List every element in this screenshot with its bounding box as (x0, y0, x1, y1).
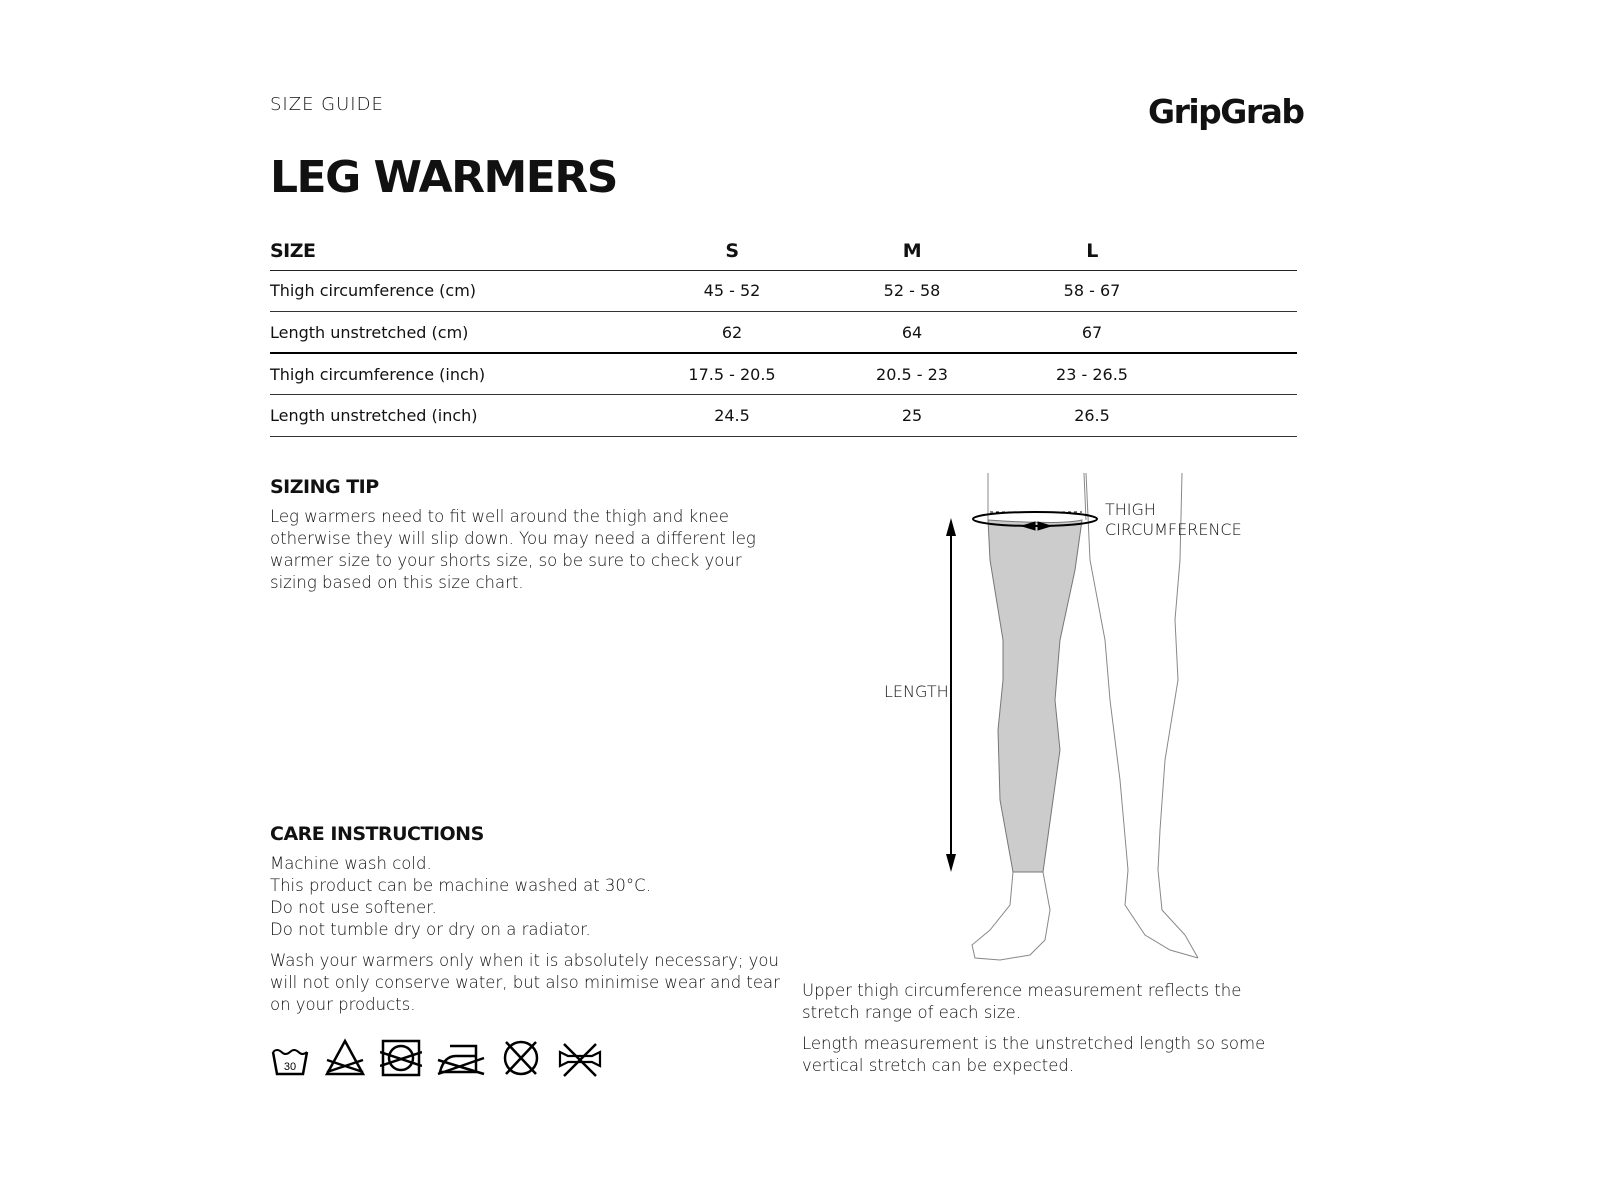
cell: 62 (642, 312, 822, 354)
note-length: Length measurement is the unstretched length so some vertical stretch can be expected. (802, 1034, 1266, 1075)
cell: 52 - 58 (822, 270, 1002, 312)
cell: 23 - 26.5 (1002, 353, 1182, 395)
care-line: Do not tumble dry or dry on a radiator. (270, 920, 591, 939)
header-s: S (642, 233, 822, 270)
cell: 67 (1002, 312, 1182, 354)
brand-logo: GripGrab (1148, 92, 1304, 131)
note-thigh: Upper thigh circumference measurement reflects the stretch range of each size. (802, 981, 1242, 1022)
care-line: Machine wash cold. (270, 854, 432, 873)
row-label: Thigh circumference (cm) (270, 270, 642, 312)
header-size: SIZE (270, 233, 642, 270)
thigh-label: THIGH (1105, 500, 1156, 519)
cell: 64 (822, 312, 1002, 354)
cell: 20.5 - 23 (822, 353, 1002, 395)
circumference-label: CIRCUMFERENCE (1105, 520, 1242, 539)
left-foot (972, 872, 1050, 960)
right-leg (1086, 473, 1198, 958)
header-l: L (1002, 233, 1182, 270)
care-line: This product can be machine washed at 30°C. (270, 876, 651, 895)
cell: 17.5 - 20.5 (642, 353, 822, 395)
cell: 26.5 (1002, 395, 1182, 437)
sizing-tip-heading: SIZING TIP (270, 476, 379, 498)
care-heading: CARE INSTRUCTIONS (270, 823, 484, 845)
cell: 58 - 67 (1002, 270, 1182, 312)
length-label: LENGTH (884, 682, 949, 701)
care-line: Do not use softener. (270, 898, 437, 917)
svg-text:30: 30 (283, 1061, 297, 1073)
cell: 24.5 (642, 395, 822, 437)
cell: 45 - 52 (642, 270, 822, 312)
row-label: Length unstretched (inch) (270, 395, 642, 437)
header-m: M (822, 233, 1002, 270)
page-title: LEG WARMERS (270, 152, 617, 203)
row-label: Thigh circumference (inch) (270, 353, 642, 395)
left-leg-warmer (988, 520, 1082, 872)
care-extra: Wash your warmers only when it is absolutely necessary; you will not only conserve water, but also minimise wear and tear on your products. (270, 951, 780, 1014)
row-label: Length unstretched (cm) (270, 312, 642, 354)
cell: 25 (822, 395, 1002, 437)
sizing-tip-text: Leg warmers need to fit well around the thigh and knee otherwise they will slip down. You may need a different leg warmer size to your shorts size, so be sure to check your sizing based on this size chart. (270, 507, 756, 592)
thigh-circumference-label (1105, 500, 1242, 540)
size-guide-label: SIZE GUIDE (270, 94, 384, 115)
